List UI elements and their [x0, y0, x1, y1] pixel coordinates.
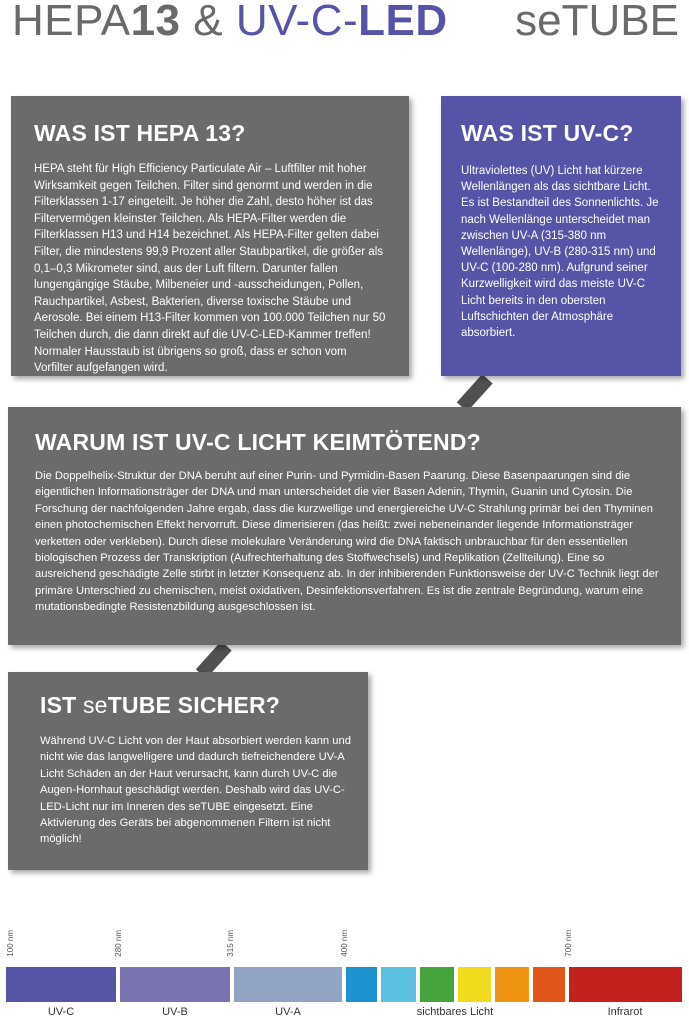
headline-hepa: HEPA — [12, 0, 131, 45]
headline-hepa-number: 13 — [130, 0, 181, 45]
headline-hepa-uvc — [12, 0, 448, 46]
wavelength-spectrum — [6, 930, 682, 1024]
band-label-visible: sichtbares Licht — [416, 1006, 494, 1018]
wavelength-700nm: 700 nm — [564, 930, 573, 957]
band-label-uvc: UV-C — [47, 1006, 75, 1018]
headline-amp: & — [193, 0, 224, 45]
band-label-uva: UV-A — [275, 1006, 301, 1018]
sicher-text: Während UV-C Licht von der Haut absorbiert werden kann und nicht wie das langwelligere und dadurch tiefreichendere UV-A Licht Schäden an der Haut verursacht, kann durch UV-C die Augen-Hornhaut geschädigt werden. Deshalb wird das UV-C-LED-Licht nur im Inneren des seTUBE eingesetzt. Eine Aktivierung des Geräts bei abgenommenen Filtern ist nicht möglich! — [40, 735, 351, 846]
hepa-info-box — [11, 96, 409, 376]
band-visible-blue — [346, 967, 377, 1002]
warum-title: WARUM IST UV-C LICHT KEIMTÖTEND? — [35, 429, 481, 455]
sicher-title-rest: TUBE SICHER? — [107, 692, 281, 718]
wavelength-315nm: 315 nm — [226, 930, 235, 957]
band-visible-orange — [495, 967, 529, 1002]
hepa-title: WAS IST HEPA 13? — [34, 120, 246, 146]
band-uva — [234, 967, 342, 1002]
band-uvc — [6, 967, 116, 1002]
band-label-uvb: UV-B — [162, 1006, 188, 1018]
brand-se: se — [515, 0, 562, 45]
wavelength-280nm: 280 nm — [114, 930, 123, 957]
uvc-info-box — [441, 96, 681, 376]
hepa-text: HEPA steht für High Efficiency Particulate Air – Luftfilter mit hoher Wirksamkeit gegen Teilchen. Filter sind genormt und werden in die Filterklassen 1-17 eingeteilt. Je höher die Zahl, desto höher ist das Filtervermögen kleinster Teilchen. Als HEPA-Filter werden die Filterklassen H13 und H14 bezeichnet. Als HEPA-Filter gelten dabei Filter, die mindestens 99,9 Prozent aller Staubpartikel, die größer als 0,1–0,3 Mikrometer sind, aus der Luft filtern. Darunter fallen lungengängige Stäube, Milbeneier und -ausscheidungen, Pollen, Rauchpartikel, Asbest, Bakterien, diverse toxische Stäube und Aerosole. Bei einem H13-Filter kommen von 100.000 Teilchen nur 50 Teilchen durch, die dann direkt auf die UV-C-LED-Kammer treffen! Normaler Hausstaub ist übrigens so groß, dass er schon vom Vorfilter aufgefangen wird. — [34, 163, 386, 375]
headline-uvc: UV-C- — [235, 0, 359, 45]
sicher-title-ist: IST — [40, 692, 83, 718]
band-label-infrared: Infrarot — [607, 1006, 643, 1018]
headline-led: LED — [358, 0, 448, 45]
warum-text: Die Doppelhelix-Struktur der DNA beruht auf einer Purin- und Pyrmidin-Basen Paarung. Diese Basenpaarungen sind die eigentlichen Informationsträger der DNA und man unterscheidet die vier Basen Adenin, Thymin, Guanin und Cytosin. Die Forschung der nachfolgenden Jahre ergab, dass die kurzwellige und energiereiche UV-C Strahlung primär bei den Thyminen einen photochemischen Effekt hervorruft. Diese dimerisieren (das heißt: zwei nebeneinander liegende Informationsträger verketten oder verkleben). Durch diese molekulare Veränderung wird die DNA faktisch unbrauchbar für den essentiellen biologischen Prozess der Transkription (Aufrechterhaltung des Stoffwechsels) und Replikation (Zellteilung). Eine so ausreichend geschädigte Zelle stirbt in letzter Konsequenz ab. In der inhibierenden Funktionsweise der UV-C Technik liegt der primäre Unterschied zu chemischen, meist oxidativen, Desinfektionsverfahren. Es ist die zentrale Begründung, warum eine mutationsbedingte Resistenzbildung ausgeschlossen ist. — [35, 470, 659, 614]
band-visible-red — [533, 967, 565, 1002]
band-visible-yellow — [458, 967, 491, 1002]
uvc-title: WAS IST UV-C? — [461, 120, 634, 146]
wavelength-100nm: 100 nm — [6, 930, 15, 957]
wavelength-400nm: 400 nm — [340, 930, 349, 957]
sicher-title — [40, 692, 352, 719]
band-uvb — [120, 967, 230, 1002]
sicher-title-se: se — [82, 692, 108, 718]
band-visible-green — [420, 967, 454, 1002]
band-infrared — [569, 967, 682, 1002]
sicher-info-box — [8, 672, 368, 870]
uvc-text: Ultraviolettes (UV) Licht hat kürzere Wellenlängen als das sichtbare Licht. Es ist Bestandteil des Sonnenlichts. Je nach Wellenlänge unterscheidet man zwischen UV-A (315-380 nm Wellenlänge), UV-B (280-315 nm) und UV-C (100-280 nm). Aufgrund seiner Kurzwelligkeit wird das meiste UV-C Licht bereits in den obersten Luftschichten der Atmosphäre absorbiert. — [461, 165, 659, 340]
brand-logo — [515, 0, 679, 46]
warum-info-box — [8, 407, 681, 645]
band-visible-cyan — [381, 967, 416, 1002]
brand-tube: TUBE — [561, 0, 679, 45]
